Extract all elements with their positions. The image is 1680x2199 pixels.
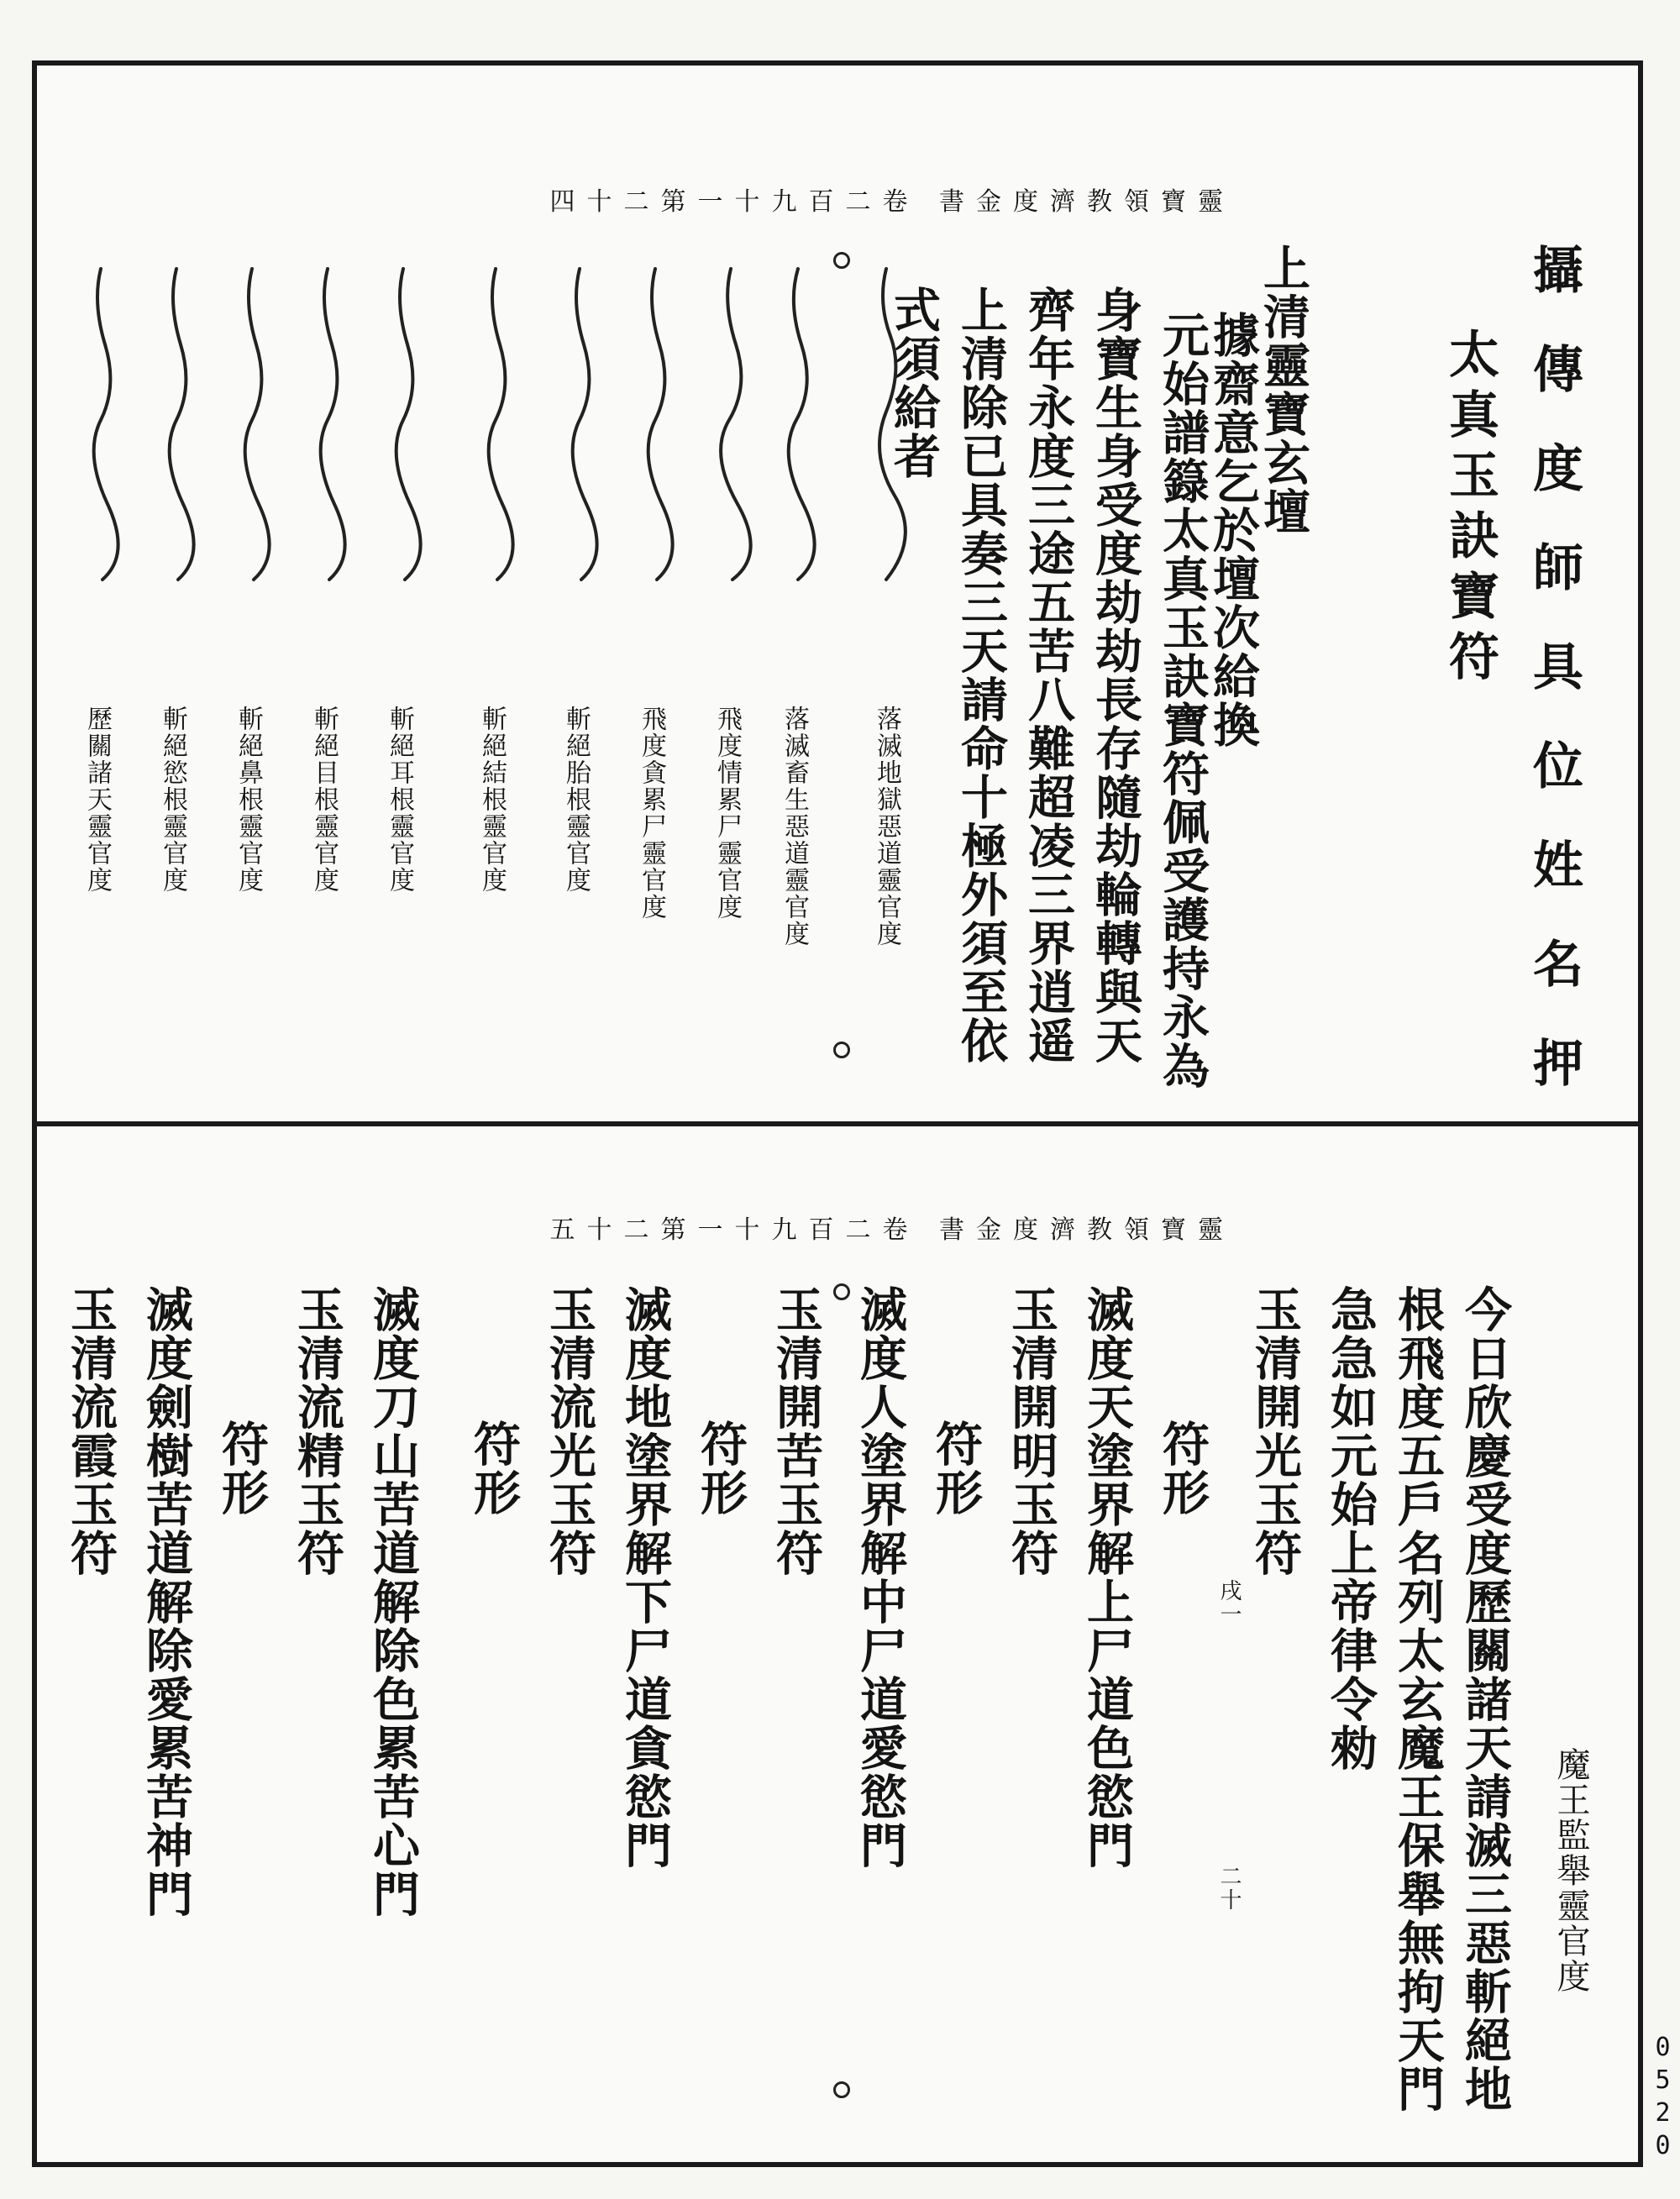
talisman-label-9: 斬絕鼻根靈官度	[234, 706, 263, 894]
section-3-form: 符形	[693, 1420, 748, 1517]
section-3-seal: 玉清開苦玉符	[769, 1285, 824, 1577]
section-2-form: 符形	[928, 1420, 984, 1517]
section-5-form: 符形	[214, 1420, 270, 1517]
section-6-seal: 玉清流霞玉符	[63, 1285, 118, 1577]
top-body-line-3: 元始譜籙太真玉訣寶符佩受護持永為	[1155, 311, 1210, 1090]
bottom-body-line-2: 根飛度五戶名列太玄魔王保舉無拘天門	[1390, 1285, 1446, 2113]
section-2-seal: 玉清開明玉符	[1004, 1285, 1059, 1577]
talisman-label-7: 斬絕耳根靈官度	[385, 706, 414, 894]
top-body-line-4: 身寶生身受度劫劫長存隨劫輪轉與天	[1088, 286, 1143, 1065]
top-title-row: 攝傳度師具位姓名押	[1525, 244, 1583, 1136]
talisman-label-10: 斬絕慾根靈官度	[158, 706, 187, 894]
section-1-gate: 滅度天塗界解上尸道色慾門	[1079, 1285, 1135, 1870]
bottom-body-line-3: 急急如元始上帝律令勑	[1323, 1285, 1378, 1772]
talisman-label-2: 落滅畜生惡道靈官度	[780, 706, 809, 947]
top-body-line-1: 上清靈寶玄壇	[1256, 244, 1311, 536]
talisman-label-5: 斬絕胎根靈官度	[561, 706, 591, 894]
top-body-line-5: 齊年永度三途五苦八難超凌三界逍遥	[1021, 286, 1076, 1065]
top-body-line-7: 式須給者	[886, 286, 942, 480]
binding-hole	[833, 1283, 850, 1300]
talisman-label-11: 歷關諸天靈官度	[82, 706, 112, 894]
top-heading: 太真玉訣寶符	[1441, 328, 1499, 690]
page-number: 0520	[1648, 2033, 1677, 2164]
bottom-body-line-1: 今日欣慶受度歷關諸天請滅三惡斬絕地	[1457, 1285, 1513, 2113]
top-body-line-2: 據齋意乞於壇次給換	[1205, 311, 1261, 749]
section-1-seal: 玉清開光玉符	[1247, 1285, 1303, 1577]
bottom-right-top: 魔王監舉靈官度	[1551, 1747, 1590, 1994]
section-4-gate: 滅度刀山苦道解除色累苦心門	[365, 1285, 421, 1918]
talisman-label-6: 斬絕結根靈官度	[477, 706, 507, 894]
binding-hole	[833, 1042, 850, 1058]
binding-hole	[833, 2081, 850, 2098]
section-1-form: 符形	[1155, 1420, 1210, 1517]
section-4-seal: 玉清流光玉符	[542, 1285, 597, 1577]
section-3-gate: 滅度地塗界解下尸道貪慾門	[617, 1285, 673, 1870]
talisman-seals-graphic	[67, 260, 916, 664]
top-body-line-6: 上清除已具奏三天請命十極外須至依	[953, 286, 1009, 1065]
talisman-label-4: 飛度貪累尸靈官度	[637, 706, 666, 921]
section-2-gate: 滅度人塗界解中尸道愛慾門	[853, 1285, 908, 1870]
section-1-note: 戌一	[1216, 1579, 1242, 1626]
small-note: 二十	[1216, 1865, 1242, 1912]
talisman-label-8: 斬絕目根靈官度	[309, 706, 339, 894]
section-5-gate: 滅度劍樹苦道解除愛累苦神門	[139, 1285, 194, 1918]
section-5-seal: 玉清流精玉符	[290, 1285, 345, 1577]
page-divider	[32, 1121, 1643, 1126]
top-page-header: 靈寶領教濟度金書 卷二百九十一第二十四	[549, 187, 1235, 217]
talisman-label-1: 落滅地獄惡道靈官度	[872, 706, 901, 947]
section-4-form: 符形	[466, 1420, 522, 1517]
bottom-page-header: 靈寶領教濟度金書 卷二百九十一第二十五	[549, 1215, 1235, 1245]
talisman-label-3: 飛度情累尸靈官度	[712, 706, 742, 921]
